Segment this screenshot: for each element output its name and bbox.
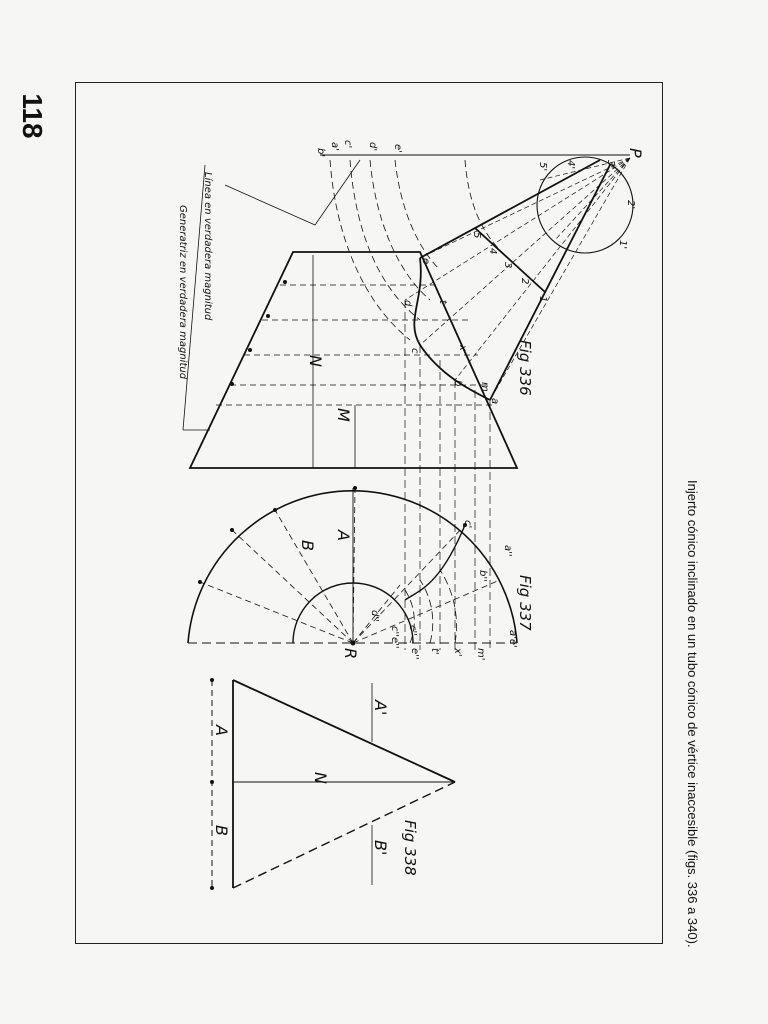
fig336-note-leader-1 (225, 160, 360, 225)
fig337-label-epp: e'' (409, 648, 420, 660)
fig336-intersection-curve (414, 258, 490, 400)
fig336-label-m: m (479, 382, 490, 392)
fig336-label-dp: d' (367, 142, 378, 152)
fig336-label-4p: 4' (565, 160, 576, 170)
fig336-label-N: N (306, 355, 325, 367)
fig338-label-B: B (212, 825, 231, 836)
fig336-label-cp: c' (342, 140, 353, 149)
fig337-label-cpp: c'' (407, 625, 418, 636)
fig336-label-5p: 5' (537, 162, 548, 172)
fig336-label-ep: e' (392, 144, 403, 153)
fig-337-drawing (188, 486, 517, 646)
fig337-label-B: B (298, 540, 317, 551)
fig337-label-tp: t' (429, 648, 440, 655)
fig338-label-Bprime: B' (371, 840, 390, 856)
fig336-label-2: 2 (519, 278, 530, 285)
fig336-label-1: 1 (537, 296, 548, 303)
fig336-section-line (475, 228, 545, 292)
fig338-label-Aprime: A' (371, 700, 390, 716)
fig336-vertex-label: P (626, 148, 645, 158)
fig336-label-4: 4 (487, 248, 498, 255)
fig336-branch-side-bottom (490, 165, 610, 400)
fig337-developed-curve (405, 525, 465, 600)
fig337-label-app: a'' (502, 545, 513, 557)
fig338-label-N: N (311, 772, 330, 784)
note-true-generatrix: Generatriz en verdadera magnitud (177, 205, 188, 380)
fig336-label-a: a (489, 398, 500, 405)
fig336-label-x: x (457, 345, 468, 351)
fig336-label-d: d (402, 300, 413, 307)
page-number: 118 (17, 93, 48, 139)
fig337-label-A: A (334, 530, 353, 541)
fig337-label-mp: m' (475, 648, 486, 661)
fig336-cone-dots (230, 280, 287, 386)
fig336-label-1p: 1' (617, 240, 628, 250)
fig336-cone-generatrices (216, 285, 495, 405)
fig337-label-dpp: d'' (369, 610, 380, 622)
fig337-label-aep: a'e' (507, 630, 518, 648)
fig336-cone-body (190, 252, 517, 468)
fig337-outer-arc (188, 491, 517, 643)
fig337-center-label: R (341, 648, 360, 660)
fig336-label-ap: a' (329, 142, 340, 151)
fig337-label-cp: c' (462, 520, 473, 529)
fig336-title: Fig 336 (516, 340, 534, 396)
fig338-label-A: A (212, 725, 231, 736)
fig-336-drawing (183, 155, 633, 650)
fig338-title: Fig 338 (401, 820, 419, 876)
fig336-label-bp: b' (315, 148, 326, 158)
fig337-label-cepp: c''e'' (389, 626, 400, 649)
fig337-title: Fig 337 (516, 575, 534, 631)
fig336-label-3p: 3' (605, 160, 616, 170)
fig336-label-e: e (420, 258, 431, 265)
fig337-dots (198, 486, 467, 646)
fig338-dots (210, 678, 214, 890)
fig336-label-t: t (437, 300, 448, 304)
fig337-label-xp: x' (452, 648, 463, 657)
figure-caption: Injerto cónico inclinado en un tubo cónico de vértice inaccesible (figs. 336 a 340). (685, 480, 700, 948)
fig336-label-b: b (452, 380, 463, 387)
fig336-label-2p: 2' (625, 200, 636, 210)
fig336-base-circle (537, 157, 633, 253)
note-true-length-line: Línea en verdadera magnitud (202, 172, 213, 321)
fig336-label-5: 5 (471, 232, 482, 239)
fig337-label-bpp: b'' (477, 570, 488, 582)
fig336-label-M: M (334, 408, 353, 422)
fig338-side-bottom (233, 782, 455, 888)
fig336-label-3: 3 (502, 262, 513, 269)
fig338-side-top (233, 680, 455, 782)
fig336-label-c: c (409, 348, 420, 354)
